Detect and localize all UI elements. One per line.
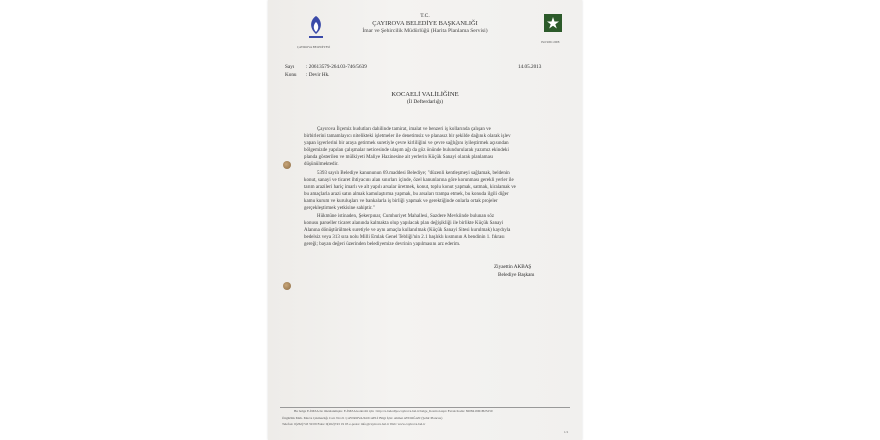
body-line: bu amaçlarla arazi satın almak kamulaştırma yapmak, bu arsaları trampa etmek, bu konuda ilgili diğer (304, 192, 509, 197)
konu-value: : Devir Hk. (306, 72, 330, 78)
iso-caption: ISO 9001:2008 (541, 40, 560, 44)
body-line: gereği; bayan değeri üzerinden belediyemize devrinin yapılmasını arz ederim. (304, 242, 461, 247)
logo-caption: ÇAYIROVA BELEDİYESİ (297, 45, 331, 49)
header-department: İmar ve Şehircilik Müdürlüğü (Harita Planlama Servisi) (362, 28, 488, 34)
footer-line: Telefon: 0(262)743 59 09 Faks: 0(262)743 19 03 e-posta: info@cayirova.bel.tr Web: www.cayirova.bel.tr (282, 422, 426, 426)
sayi-label: Sayı (285, 64, 295, 70)
body-line: Hükmüne istinaden, Şekerpınar, Cumhuriyet Mahallesi, Sazdere Mevkiinde bulunan söz (317, 214, 495, 219)
body-line: planda gösterilen ve mülkiyeti Maliye Hazinesine ait yerlerin Küçük Sanayi olarak planlaması (304, 155, 494, 160)
body-line: Çayırova İlçemiz hudutları dahilinde tamirat, imalat ve benzeri iş kollarında çalışan ve (317, 127, 491, 132)
page-number: 1/1 (564, 430, 569, 434)
body-line: yapan işyerlerini bir araya getirmek suretiyle çevre kirliliğini ve çevre sağlığını iyileştirmek açısından (304, 141, 509, 146)
body-line: 5393 sayılı Belediye kanununun 69.maddesi Belediye; "düzenli kentleşmeyi sağlamak, beldenin (317, 171, 510, 176)
body-line: bedelsiz veya 313 sıra nolu Milli Emlak Genel Tebliği'nin 2.1 başlıklı kısmının A bendinin 1. fıkrası (304, 235, 505, 240)
header-municipality: ÇAYIROVA BELEDİYE BAŞKANLIĞI (372, 20, 478, 27)
footer-line: Bu belge E-İMZA ile imzalanmıştır. E-İMZA kontrolü için : http://e-belediye.cayirova.bel.tr/belge_Kontrol.aspx Evrak Kodu: 8208419D1B25250 (294, 409, 493, 413)
punch-hole (283, 282, 291, 290)
konu-label: Konu (285, 72, 297, 78)
signature-title: Belediye Başkanı (498, 272, 535, 278)
body-line: konusu parseller ticaret alanında kalmakta olup yapılacak plan değişikliği ile birlikte Küçük Sanayi (304, 221, 504, 226)
footer-line: Özgürlük Mah. Mecra Çıkmazlığı Cad. No:21 ÇAYIROVA/KOCAELİ Bilgi İçin: Ahmet AYDOĞAN (Şehir Plancısı) (282, 416, 443, 420)
body-line: gerçekleştirmek yetkisine sahiptir." (304, 206, 375, 211)
document-date: 14.05.2013 (518, 64, 542, 70)
body-line: birbirlerini tamamlayıcı nitelikteki işletmeler ile denetimsiz ve planasız bir şekilde dağınık olarak işlev (304, 134, 511, 139)
addressee-title: KOCAELİ VALİLİĞİNE (391, 91, 459, 98)
punch-hole (283, 161, 291, 169)
footer-divider (280, 407, 570, 408)
sayi-value: : 20613579-264.03-746/5639 (306, 64, 367, 70)
body-line: Alanına dönüştürülmek suretiyle ve aynı amaçla kullanılmak (Küçük Sanayi Sitesi kurulmak) kaydıyla (304, 228, 511, 233)
signature-name: Ziyaettin AKBAŞ (494, 264, 532, 270)
body-line: düşünülmektedir. (304, 162, 339, 167)
body-line: bölgemizde yapılan çalışmalar neticesinde ulaşım ağı da göz önünde bulundurularak yazımız ekindeki (304, 148, 509, 153)
header-tc: T.C. (420, 13, 430, 19)
body-line: tarım arazileri hariç imarlı ve alt yapılı arsalar üretmek, konut, toplu konut yapmak, satmak, kiralamak ve (304, 185, 516, 190)
body-line: kamu kurum ve kuruluşları ve bankalarla iş birliği yapmak ve gerektiğinde onlarla ortak projeler (304, 199, 498, 204)
addressee-subtitle: (İl Defterdarlığı) (406, 99, 444, 105)
document-page (268, 0, 582, 440)
body-line: konut, sanayi ve ticaret ihtiyacını alan sınırları içinde, özel kanunlarına göre korunması gerekli yerler ile (304, 178, 514, 183)
